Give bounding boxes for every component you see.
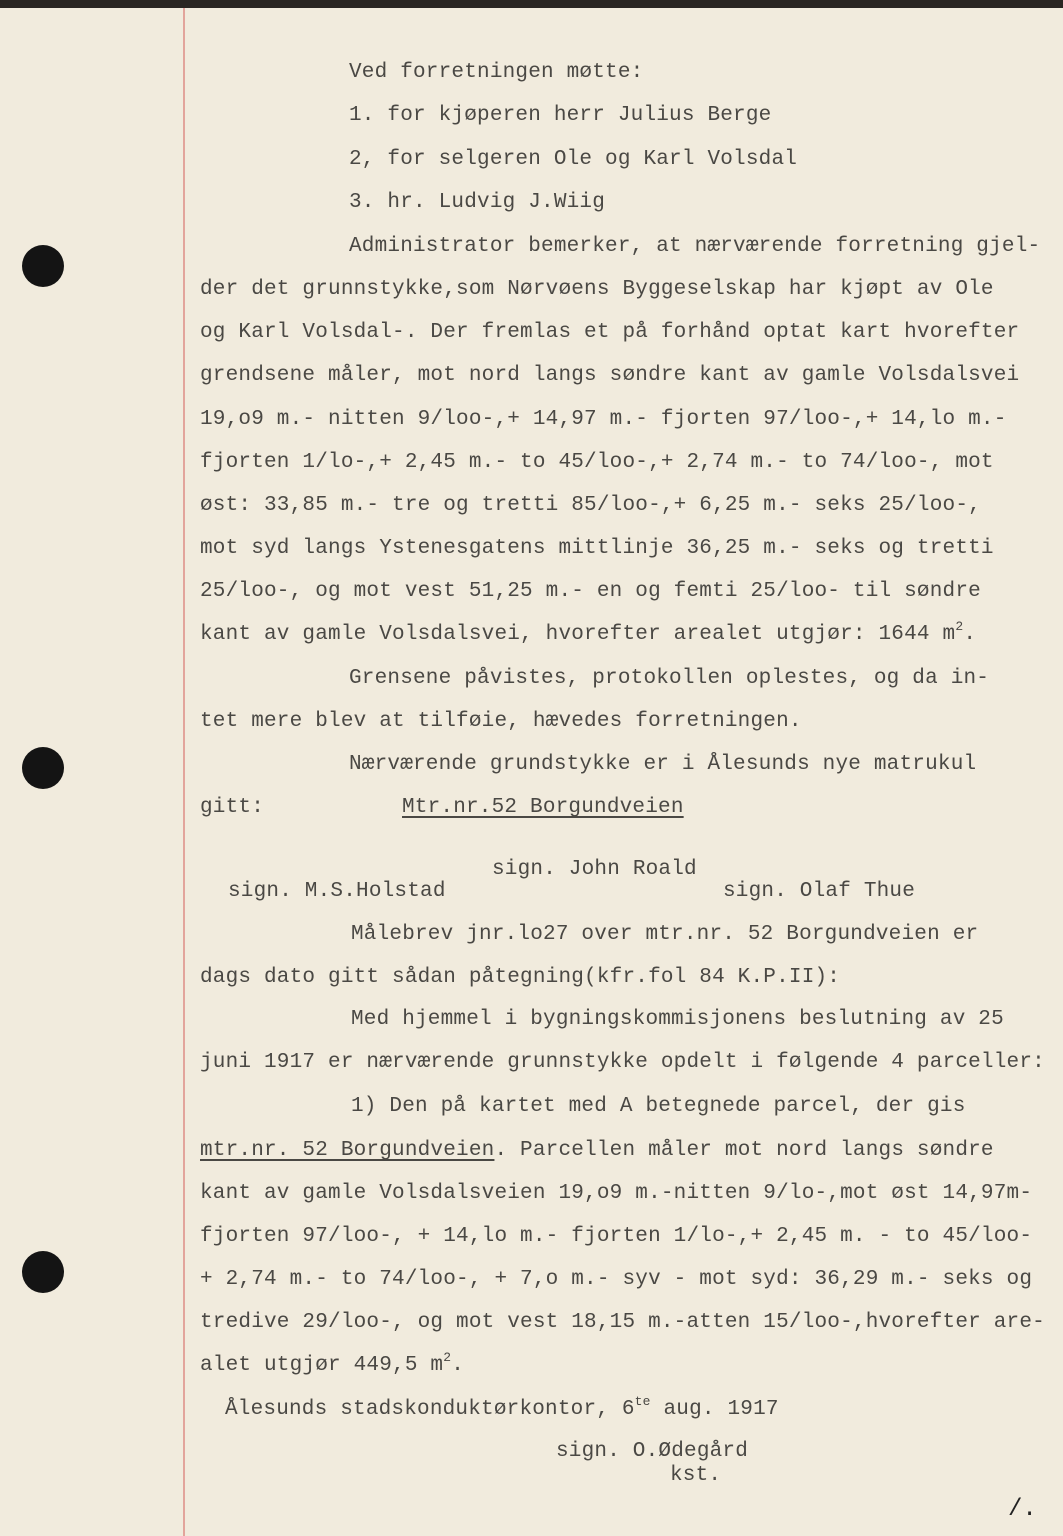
text-line: Med hjemmel i bygningskommisjonens beslutning av 25 (351, 1008, 1004, 1031)
attendee-2: 2, for selgeren Ole og Karl Volsdal (349, 148, 798, 171)
attendance-heading: Ved forretningen møtte: (349, 61, 644, 84)
signature-roald: sign. John Roald (492, 858, 697, 881)
text-line: gitt: (200, 796, 265, 819)
property-number: Mtr.nr.52 Borgundveien (402, 796, 684, 819)
text-line: tet mere blev at tilføie, hævedes forretningen. (200, 710, 802, 733)
office-date-line: Ålesunds stadskonduktørkontor, $6^{te}$ aug. 1917 (225, 1394, 779, 1421)
text-line: kant av gamle Volsdalsvei, hvorefter arealet utgjør: 1644 $m^2$. (200, 619, 977, 646)
text-line: Grensene påvistes, protokollen oplestes, og da in- (349, 667, 990, 690)
text-line: tredive 29/loo-, og mot vest 18,15 m.-atten 15/loo-,hvorefter are- (200, 1311, 1045, 1334)
text-line: kant av gamle Volsdalsveien 19,o9 m.-nitten 9/lo-,mot øst 14,97m- (200, 1182, 1033, 1205)
text-line: alet utgjør 449,5 $m^2$. (200, 1350, 465, 1377)
text-line: dags dato gitt sådan påtegning(kfr.fol 84 K.P.II): (200, 966, 841, 989)
punch-hole-icon (22, 747, 64, 789)
punch-hole-icon (22, 245, 64, 287)
text-line: 25/loo-, og mot vest 51,25 m.- en og femti 25/loo- til søndre (200, 580, 981, 603)
text-line: og Karl Volsdal-. Der fremlas et på forhånd optat kart hvorefter (200, 321, 1020, 344)
text-line: der det grunnstykke,som Nørvøens Byggeselskap har kjøpt av Ole (200, 278, 994, 301)
text-line: grendsene måler, mot nord langs søndre kant av gamle Volsdalsvei (200, 364, 1020, 387)
signature-thue: sign. Olaf Thue (723, 880, 916, 903)
attendee-3: 3. hr. Ludvig J.Wiig (349, 191, 606, 214)
text-line: juni 1917 er nærværende grunnstykke opdelt i følgende 4 parceller: (200, 1051, 1045, 1074)
signature-title: kst. (670, 1464, 722, 1487)
corner-mark: /. (1008, 1496, 1037, 1523)
text-line: Målebrev jnr.lo27 over mtr.nr. 52 Borgundveien er (351, 923, 979, 946)
signature-holstad: sign. M.S.Holstad (228, 880, 446, 903)
parcel-number: mtr.nr. 52 Borgundveien (200, 1139, 495, 1162)
text-line: + 2,74 m.- to 74/loo-, + 7,o m.- syv - mot syd: 36,29 m.- seks og (200, 1268, 1033, 1291)
attendee-1: 1. for kjøperen herr Julius Berge (349, 104, 772, 127)
signature-odegard: sign. O.Ødegård (556, 1440, 749, 1463)
text-line: mtr.nr. 52 Borgundveien. Parcellen måler mot nord langs søndre (200, 1139, 994, 1162)
text-line: 19,o9 m.- nitten 9/loo-,+ 14,97 m.- fjorten 97/loo-,+ 14,lo m.- (200, 408, 1007, 431)
margin-rule (183, 8, 185, 1536)
text-line: fjorten 97/loo-, + 14,lo m.- fjorten 1/lo-,+ 2,45 m. - to 45/loo- (200, 1225, 1033, 1248)
text-line: Administrator bemerker, at nærværende forretning gjel- (349, 235, 1041, 258)
text-line: fjorten 1/lo-,+ 2,45 m.- to 45/loo-,+ 2,74 m.- to 74/loo-, mot (200, 451, 994, 474)
parcel-item: 1) Den på kartet med A betegnede parcel, der gis (351, 1095, 966, 1118)
document-page (0, 8, 1063, 1536)
text-line: øst: 33,85 m.- tre og tretti 85/loo-,+ 6,25 m.- seks 25/loo-, (200, 494, 981, 517)
punch-hole-icon (22, 1251, 64, 1293)
text-line: mot syd langs Ystenesgatens mittlinje 36,25 m.- seks og tretti (200, 537, 994, 560)
text-line: Nærværende grundstykke er i Ålesunds nye matrukul (349, 753, 977, 776)
